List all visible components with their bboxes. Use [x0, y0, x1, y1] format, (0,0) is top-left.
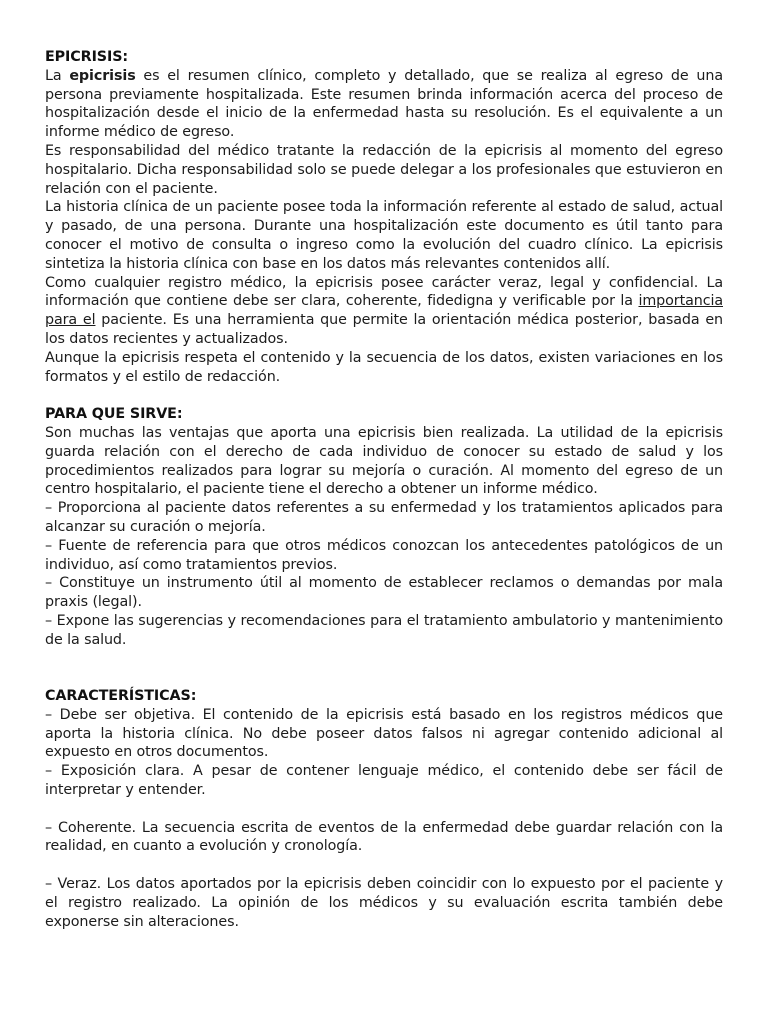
list-item: – Debe ser objetiva. El contenido de la epicrisis está basado en los registros médicos que aporta la historia clínica. No debe poseer datos falsos ni agregar contenido adicional al expuesto en otros documentos.: [45, 706, 723, 761]
text-fragment: La: [45, 67, 70, 84]
spacer: [45, 800, 723, 819]
spacer: [45, 650, 723, 669]
paragraph-variations: Aunque la epicrisis respeta el contenido y la secuencia de los datos, existen variaciones en los formatos y el estilo de redacción.: [45, 349, 723, 385]
spacer: [45, 856, 723, 875]
paragraph-definition: [45, 67, 723, 142]
list-item: – Fuente de referencia para que otros médicos conozcan los antecedentes patológicos de un individuo, así como tratamientos previos.: [45, 537, 723, 573]
document-page: [45, 48, 723, 931]
paragraph-utility: Son muchas las ventajas que aporta una epicrisis bien realizada. La utilidad de la epicrisis guarda relación con el derecho de cada individuo de conocer su estado de salud y los procedimientos realizados para lograr su mejoría o curación. Al momento del egreso de un centro hospitalario, el paciente tiene el derecho a obtener un informe médico.: [45, 424, 723, 498]
text-fragment: paciente. Es una herramienta que permite la orientación médica posterior, basada en los datos recientes y actualizados.: [45, 312, 723, 347]
list-item: – Coherente. La secuencia escrita de eventos de la enfermedad debe guardar relación con la realidad, en cuanto a evolución y cronología.: [45, 819, 723, 855]
term-epicrisis: epicrisis: [69, 67, 136, 84]
list-item: – Proporciona al paciente datos referentes a su enfermedad y los tratamientos aplicados para alcanzar su curación o mejoría.: [45, 500, 723, 535]
spacer: [45, 668, 723, 687]
list-item: – Exposición clara. A pesar de contener lenguaje médico, el contenido debe ser fácil de interpretar y entender.: [45, 763, 723, 799]
list-item: – Expone las sugerencias y recomendaciones para el tratamiento ambulatorio y mantenimiento de la salud.: [45, 612, 723, 648]
section-heading-epicrisis: EPICRISIS:: [45, 49, 129, 65]
underlined-link[interactable]: importancia para el: [45, 293, 723, 329]
list-item: – Constituye un instrumento útil al momento de establecer reclamos o demandas por mala praxis (legal).: [45, 575, 723, 611]
paragraph-character: [45, 274, 723, 349]
paragraph-responsibility: Es responsabilidad del médico tratante la redacción de la epicrisis al momento del egreso hospitalario. Dicha responsabilidad solo se puede delegar a los profesionales que estuvieron en relación con el paciente.: [45, 142, 723, 197]
spacer: [45, 386, 723, 405]
list-item: – Veraz. Los datos aportados por la epicrisis deben coincidir con lo expuesto por el paciente y el registro realizado. La opinión de los médicos y su evaluación escrita también debe exponerse sin alteraciones.: [45, 876, 723, 930]
text-fragment: Como cualquier registro médico, la epicrisis posee carácter veraz, legal y confidencial. La información que contiene debe ser clara, coherente, fidedigna y verificable por la: [45, 274, 723, 310]
section-heading-para-que-sirve: PARA QUE SIRVE:: [45, 406, 183, 423]
paragraph-clinical-history: La historia clínica de un paciente posee toda la información referente al estado de salud, actual y pasado, de una persona. Durante una hospitalización este documento es útil tanto para conocer el motivo de consulta o ingreso como la evolución del cuadro clínico. La epicrisis sintetiza la historia clínica con base en los datos más relevantes contenidos allí.: [45, 199, 723, 272]
text-fragment: es el resumen clínico, completo y detallado, que se realiza al egreso de una persona previamente hospitalizada. Este resumen brinda información acerca del proceso de hospitalización desde el inicio de la enfermedad hasta su resolución. Es el equivalente a un informe médico de egreso.: [45, 67, 723, 141]
section-heading-caracteristicas: CARACTERÍSTICAS:: [45, 688, 197, 705]
